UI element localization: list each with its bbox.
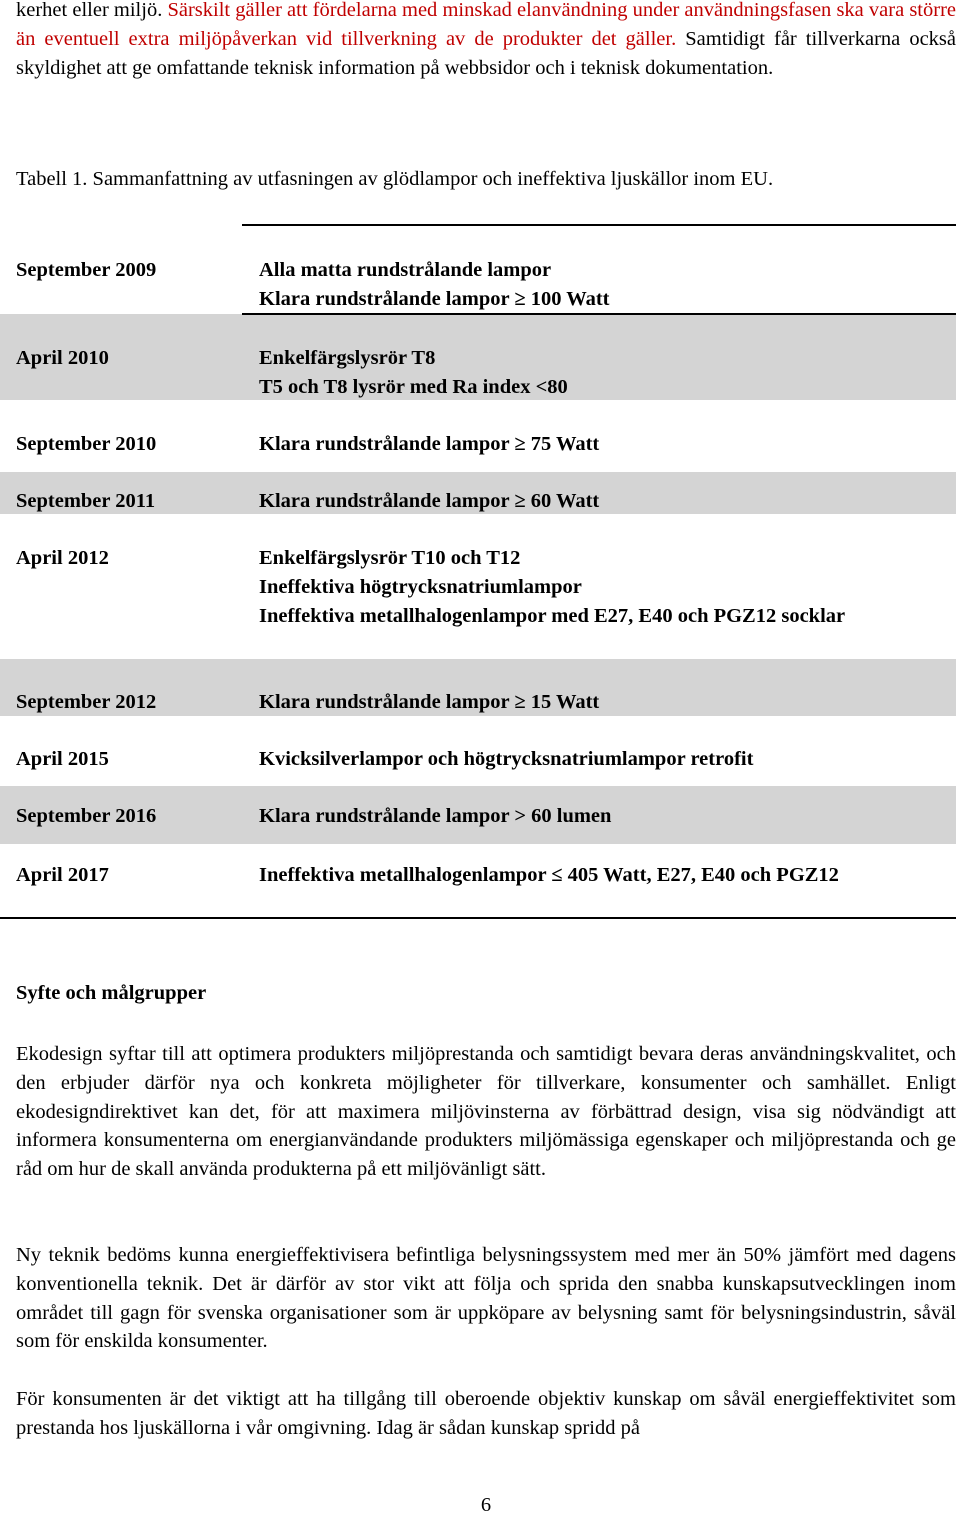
row-date: September 2016 (16, 805, 157, 827)
row-date: April 2010 (16, 347, 109, 369)
row-description: Klara rundstrålande lampor ≥ 15 Watt (259, 691, 600, 713)
intro-text-after: Samtidigt får tillverkarna också skyldighet att ge omfattande teknisk information på webbsidor och i teknisk dokumentation. (16, 27, 956, 79)
row-date: April 2015 (16, 748, 109, 770)
body-paragraph: Ny teknik bedöms kunna energieffektivisera befintliga belysningssystem med mer än 50% jämfört med dagens konventionella teknik. Det är därför av stor vikt att följa och sprida den snabba kunskapsutvecklingen inom området till gagn för svenska organisationer som är uppköpare av belysning samt för belysningsindustrin, såväl som för enskilda konsumenter. (16, 1244, 956, 1353)
row-date: September 2009 (16, 259, 157, 281)
row-description: Klara rundstrålande lampor ≥ 60 Watt (259, 490, 600, 512)
row-date: September 2010 (16, 433, 157, 455)
intro-highlight: Särskilt gäller att fördelarna med minskad elanvändning under användningsfasen ska vara större än eventuell extra miljöpåverkan vid tillverkning av de produkter det gäller. (16, 0, 956, 50)
row-description: Klara rundstrålande lampor > 60 lumen (259, 805, 612, 827)
table-bottom-rule (0, 917, 956, 919)
table-caption: Tabell 1. Sammanfattning av utfasningen av glödlampor och ineffektiva ljuskällor inom EU. (16, 168, 774, 190)
row-description: Kvicksilverlampor och högtrycksnatriumlampor retrofit (259, 748, 754, 770)
row-date: April 2017 (16, 864, 109, 886)
row-description: Ineffektiva metallhalogenlampor ≤ 405 Watt, E27, E40 och PGZ12 (259, 864, 839, 886)
table-top-rule (242, 224, 956, 226)
body-paragraph: För konsumenten är det viktigt att ha tillgång till oberoende objektiv kunskap om såväl energieffektivitet som prestanda hos ljuskällorna i vår omgivning. Idag är sådan kunskap spridd på (16, 1388, 956, 1439)
row-date: September 2011 (16, 490, 156, 512)
row-description: Enkelfärgslysrör T8 T5 och T8 lysrör med Ra index <80 (259, 347, 568, 398)
page-number: 6 (480, 1494, 492, 1516)
row-date: September 2012 (16, 691, 157, 713)
intro-text-before: kerhet eller miljö. (16, 0, 168, 21)
row-description: Klara rundstrålande lampor ≥ 75 Watt (259, 433, 600, 455)
row-date: April 2012 (16, 547, 109, 569)
row-description: Alla matta rundstrålande lampor Klara rundstrålande lampor ≥ 100 Watt (259, 259, 610, 310)
section-heading: Syfte och målgrupper (16, 982, 207, 1004)
body-paragraph: Ekodesign syftar till att optimera produkters miljöprestanda och samtidigt bevara deras användningskvalitet, och den erbjuder därför nya och konkreta möjligheter för tillverkare, konsumenter och samhället. Enligt ekodesigndirektivet kan det, för att maximera miljövinsterna av förbättrad design, visa sig nödvändigt att informera konsumenterna om energianvändande produkters miljömässiga egenskaper och miljöprestanda och ge råd om hur de skall använda produkterna på ett miljövänligt sätt. (16, 1043, 956, 1181)
row-description: Enkelfärgslysrör T10 och T12 Ineffektiva högtrycksnatriumlampor Ineffektiva metallhalogenlampor med E27, E40 och PGZ12 socklar (259, 547, 846, 627)
